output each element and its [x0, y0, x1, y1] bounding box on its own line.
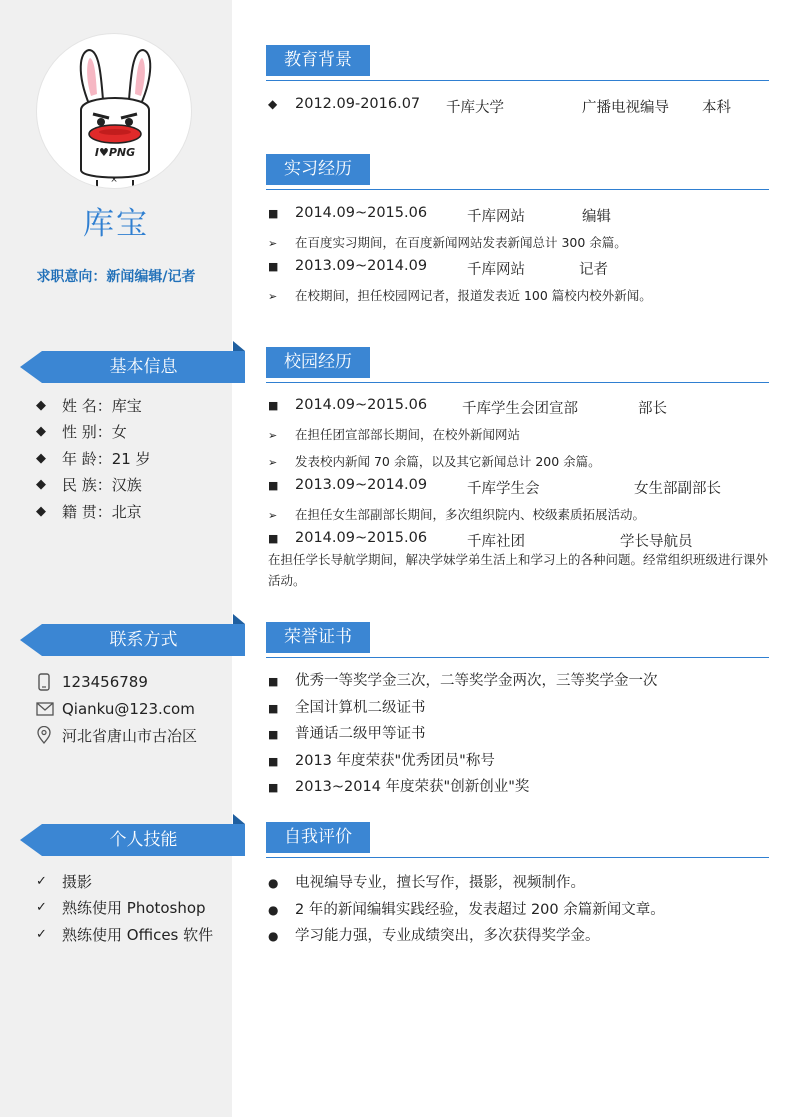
campus-detail: ➢ 在担任团宣部部长期间，在校外新闻网站 [268, 427, 521, 442]
list-item: ■ 优秀一等奖学金三次，二等奖学金两次，三等奖学金一次 [268, 673, 658, 689]
list-item: ■ 2013 年度荣获"优秀团员"称号 [268, 753, 495, 769]
campus-detail: ➢ 发表校内新闻 70 余篇，以及其它新闻总计 200 余篇。 [268, 454, 601, 469]
arrow-icon: ➢ [268, 429, 278, 442]
education-title: 教育背景 [266, 45, 370, 76]
arrow-icon: ➢ [268, 290, 278, 303]
internship-detail: ➢ 在校期间，担任校园网记者，报道发表近 100 篇校内校外新闻。 [268, 288, 652, 303]
basic-info-list [36, 392, 151, 525]
list-item: ● 电视编导专业，擅长写作，摄影，视频制作。 [268, 875, 585, 891]
avatar-caption: I♥PNG [94, 146, 136, 159]
list-item: ◆ 性 别：女 [36, 423, 127, 442]
campus-paragraph: 在担任学长导航学期间，解决学妹学弟生活上和学习上的各种问题。经常组织班级进行课外活动。 [268, 552, 769, 588]
campus-header [266, 347, 769, 383]
list-item: ● 学习能力强，专业成绩突出，多次获得奖学金。 [268, 928, 600, 944]
candidate-name: 库宝 [83, 206, 149, 242]
honors-header [266, 622, 769, 658]
check-icon: ✓ [36, 926, 47, 942]
phone-icon [36, 673, 62, 691]
arrow-icon: ➢ [268, 509, 278, 522]
campus-row: ■ 2014.09~2015.06 千库学生会团宣部 部长 [268, 397, 667, 417]
avatar [36, 33, 192, 189]
rabbit-mascot-icon [37, 34, 192, 189]
contact-email: Qianku@123.com [36, 696, 197, 723]
list-item: ✓ 熟练使用 Photoshop [36, 899, 206, 918]
campus-row: ■ 2014.09~2015.06 千库社团 学长导航员 [268, 530, 693, 550]
evaluation-title: 自我评价 [266, 822, 370, 853]
arrow-icon: ➢ [268, 237, 278, 250]
campus-row: ■ 2013.09~2014.09 千库学生会 女生部副部长 [268, 477, 721, 497]
evaluation-header [266, 822, 769, 858]
skills-title: 个人技能 [109, 830, 178, 850]
campus-detail: ➢ 在担任女生部副部长期间，多次组织院内、校级素质拓展活动。 [268, 507, 646, 522]
contact-title: 联系方式 [109, 630, 178, 650]
internship-header [266, 154, 769, 190]
mail-icon [36, 702, 62, 716]
location-pin-icon [36, 726, 62, 744]
contact-banner [20, 624, 245, 656]
list-item: ● 2 年的新闻编辑实践经验，发表超过 200 余篇新闻文章。 [268, 902, 665, 918]
internship-row: ■ 2013.09~2014.09 千库网站 记者 [268, 258, 608, 278]
list-item: ✓ 熟练使用 Offices 软件 [36, 925, 214, 944]
contact-address: 河北省唐山市古冶区 [36, 722, 197, 749]
sidebar [0, 0, 232, 1117]
list-item: ◆ 年 龄：21 岁 [36, 449, 151, 468]
contact-list [36, 669, 197, 749]
list-item: ◆ 籍 贯：北京 [36, 502, 142, 521]
list-item: ■ 2013~2014 年度荣获"创新创业"奖 [268, 779, 530, 795]
list-item: ■ 全国计算机二级证书 [268, 700, 426, 716]
check-icon: ✓ [36, 873, 47, 889]
contact-phone: 123456789 [36, 669, 197, 696]
internship-detail: ➢ 在百度实习期间，在百度新闻网站发表新闻总计 300 余篇。 [268, 235, 627, 250]
list-item: ◆ 姓 名：库宝 [36, 396, 142, 415]
list-item: ✓ 摄影 [36, 872, 93, 891]
arrow-icon: ➢ [268, 456, 278, 469]
job-intent: 求职意向：新闻编辑/记者 [36, 269, 196, 285]
honors-title: 荣誉证书 [266, 622, 370, 653]
basic-info-banner [20, 351, 245, 383]
education-header [266, 45, 769, 81]
skills-banner [20, 824, 245, 856]
svg-text:×: × [110, 175, 118, 185]
check-icon: ✓ [36, 900, 47, 916]
education-row: ◆ 2012.09-2016.07 千库大学 广播电视编导 本科 [268, 96, 731, 116]
internship-row: ■ 2014.09~2015.06 千库网站 编辑 [268, 205, 611, 225]
campus-title: 校园经历 [266, 347, 370, 378]
skills-list [36, 868, 213, 948]
internship-title: 实习经历 [266, 154, 370, 185]
list-item: ■ 普通话二级甲等证书 [268, 726, 426, 742]
list-item: ◆ 民 族：汉族 [36, 476, 142, 495]
basic-info-title: 基本信息 [109, 357, 178, 377]
